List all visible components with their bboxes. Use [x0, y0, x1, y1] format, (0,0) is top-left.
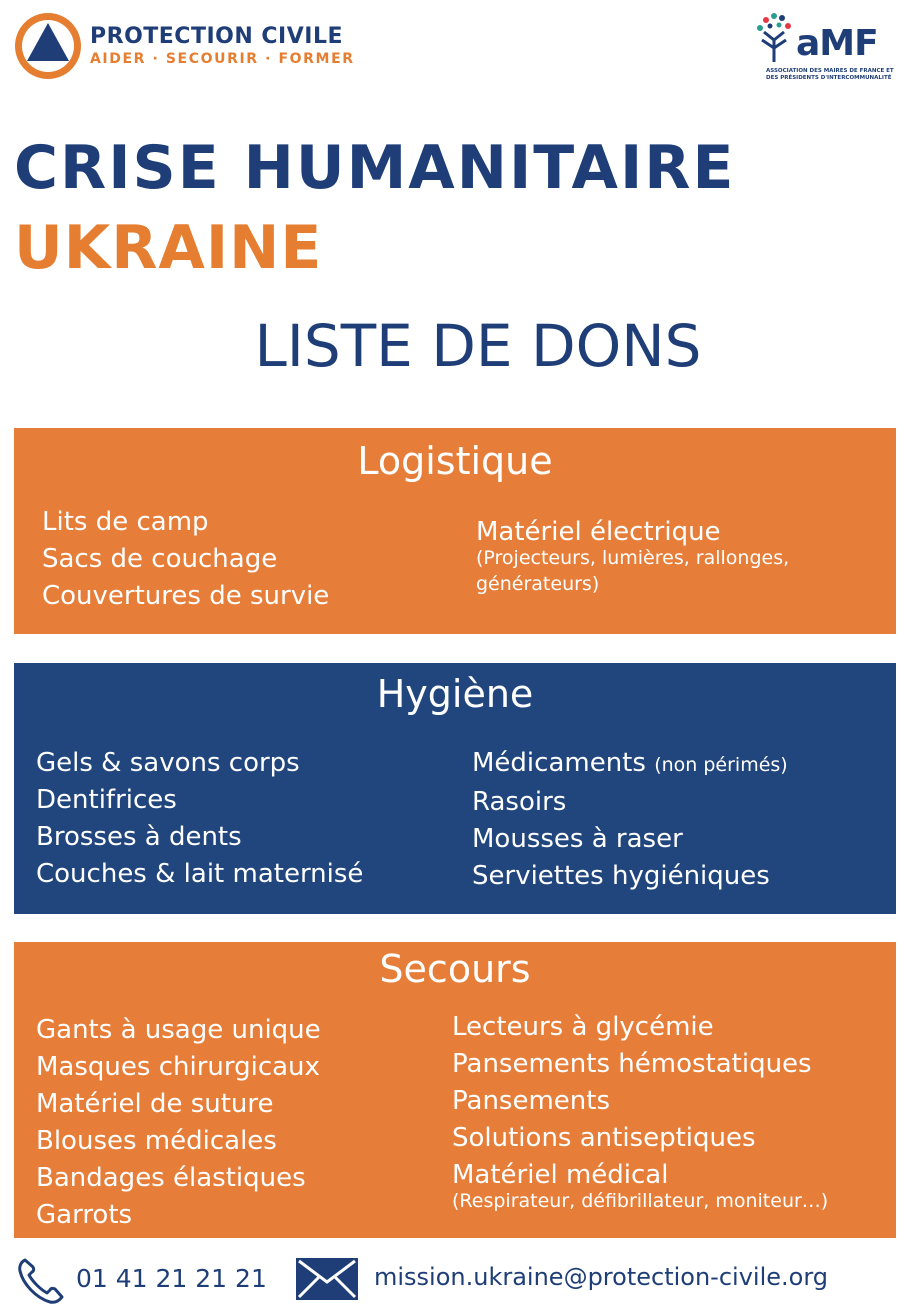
item-note: (Respirateur, défibrillateur, moniteur…)	[452, 1190, 829, 1212]
list-item: Garrots	[36, 1200, 133, 1230]
contact-email[interactable]: mission.ukraine@protection-civile.org	[374, 1263, 828, 1291]
list-item: Blouses médicales	[36, 1126, 277, 1156]
section-title-logistique: Logistique	[357, 439, 553, 483]
list-item: Dentifrices	[36, 785, 177, 815]
triangle-logo-icon	[14, 12, 82, 80]
list-item: Gants à usage unique	[36, 1015, 321, 1045]
list-item: Matériel médical	[452, 1160, 669, 1190]
contact-phone[interactable]: 01 41 21 21 21	[76, 1264, 267, 1293]
amf-wordmark: aMF	[796, 23, 878, 64]
list-item: Masques chirurgicaux	[36, 1052, 320, 1082]
secours-section	[14, 942, 896, 1238]
logistique-right-column	[476, 514, 789, 597]
list-item: Matériel électrique	[476, 517, 721, 547]
list-item: Sacs de couchage	[42, 544, 278, 574]
list-item	[472, 745, 788, 784]
list-item: Mousses à raser	[472, 824, 683, 854]
hygiene-right-column	[472, 745, 788, 895]
section-title-secours: Secours	[379, 947, 531, 991]
logistique-section	[14, 428, 896, 634]
page-subtitle: LISTE DE DONS	[254, 312, 702, 380]
title-line-2: UKRAINE	[14, 213, 323, 283]
list-item: Matériel de suture	[36, 1089, 274, 1119]
secours-left-column	[36, 1012, 321, 1234]
item-note: (non périmés)	[654, 754, 788, 776]
list-item: Solutions antiseptiques	[452, 1123, 756, 1153]
protection-civile-logo	[14, 12, 355, 80]
phone-icon	[16, 1256, 66, 1306]
envelope-icon	[296, 1258, 358, 1300]
section-title-hygiene: Hygiène	[376, 672, 534, 716]
amf-subtitle: ASSOCIATION DES MAIRES DE FRANCE ET DES PRÉSIDENTS D'INTERCOMMUNALITÉ	[766, 68, 894, 81]
item-label: Médicaments	[472, 748, 646, 778]
list-item: Couvertures de survie	[42, 581, 330, 611]
title-line-1: CRISE HUMANITAIRE	[14, 133, 736, 203]
list-item: Bandages élastiques	[36, 1163, 306, 1193]
item-note: générateurs)	[476, 573, 600, 595]
list-item: Gels & savons corps	[36, 748, 300, 778]
list-item: Pansements	[452, 1086, 611, 1116]
list-item: Lecteurs à glycémie	[452, 1012, 714, 1042]
list-item: Lits de camp	[42, 507, 209, 537]
list-item: Serviettes hygiéniques	[472, 861, 770, 891]
list-item: Couches & lait maternisé	[36, 859, 364, 889]
list-item: Pansements hémostatiques	[452, 1049, 812, 1079]
amf-logo	[752, 10, 898, 84]
pc-logo-title: PROTECTION CIVILE	[90, 24, 344, 49]
list-item: Rasoirs	[472, 787, 567, 817]
hygiene-section	[14, 663, 896, 914]
pc-logo-tagline: AIDER · SECOURIR · FORMER	[90, 51, 355, 67]
secours-right-column	[452, 1009, 828, 1214]
list-item: Brosses à dents	[36, 822, 242, 852]
logistique-left-column	[42, 504, 329, 615]
item-note: (Projecteurs, lumières, rallonges,	[476, 547, 790, 569]
hygiene-left-column	[36, 745, 363, 893]
